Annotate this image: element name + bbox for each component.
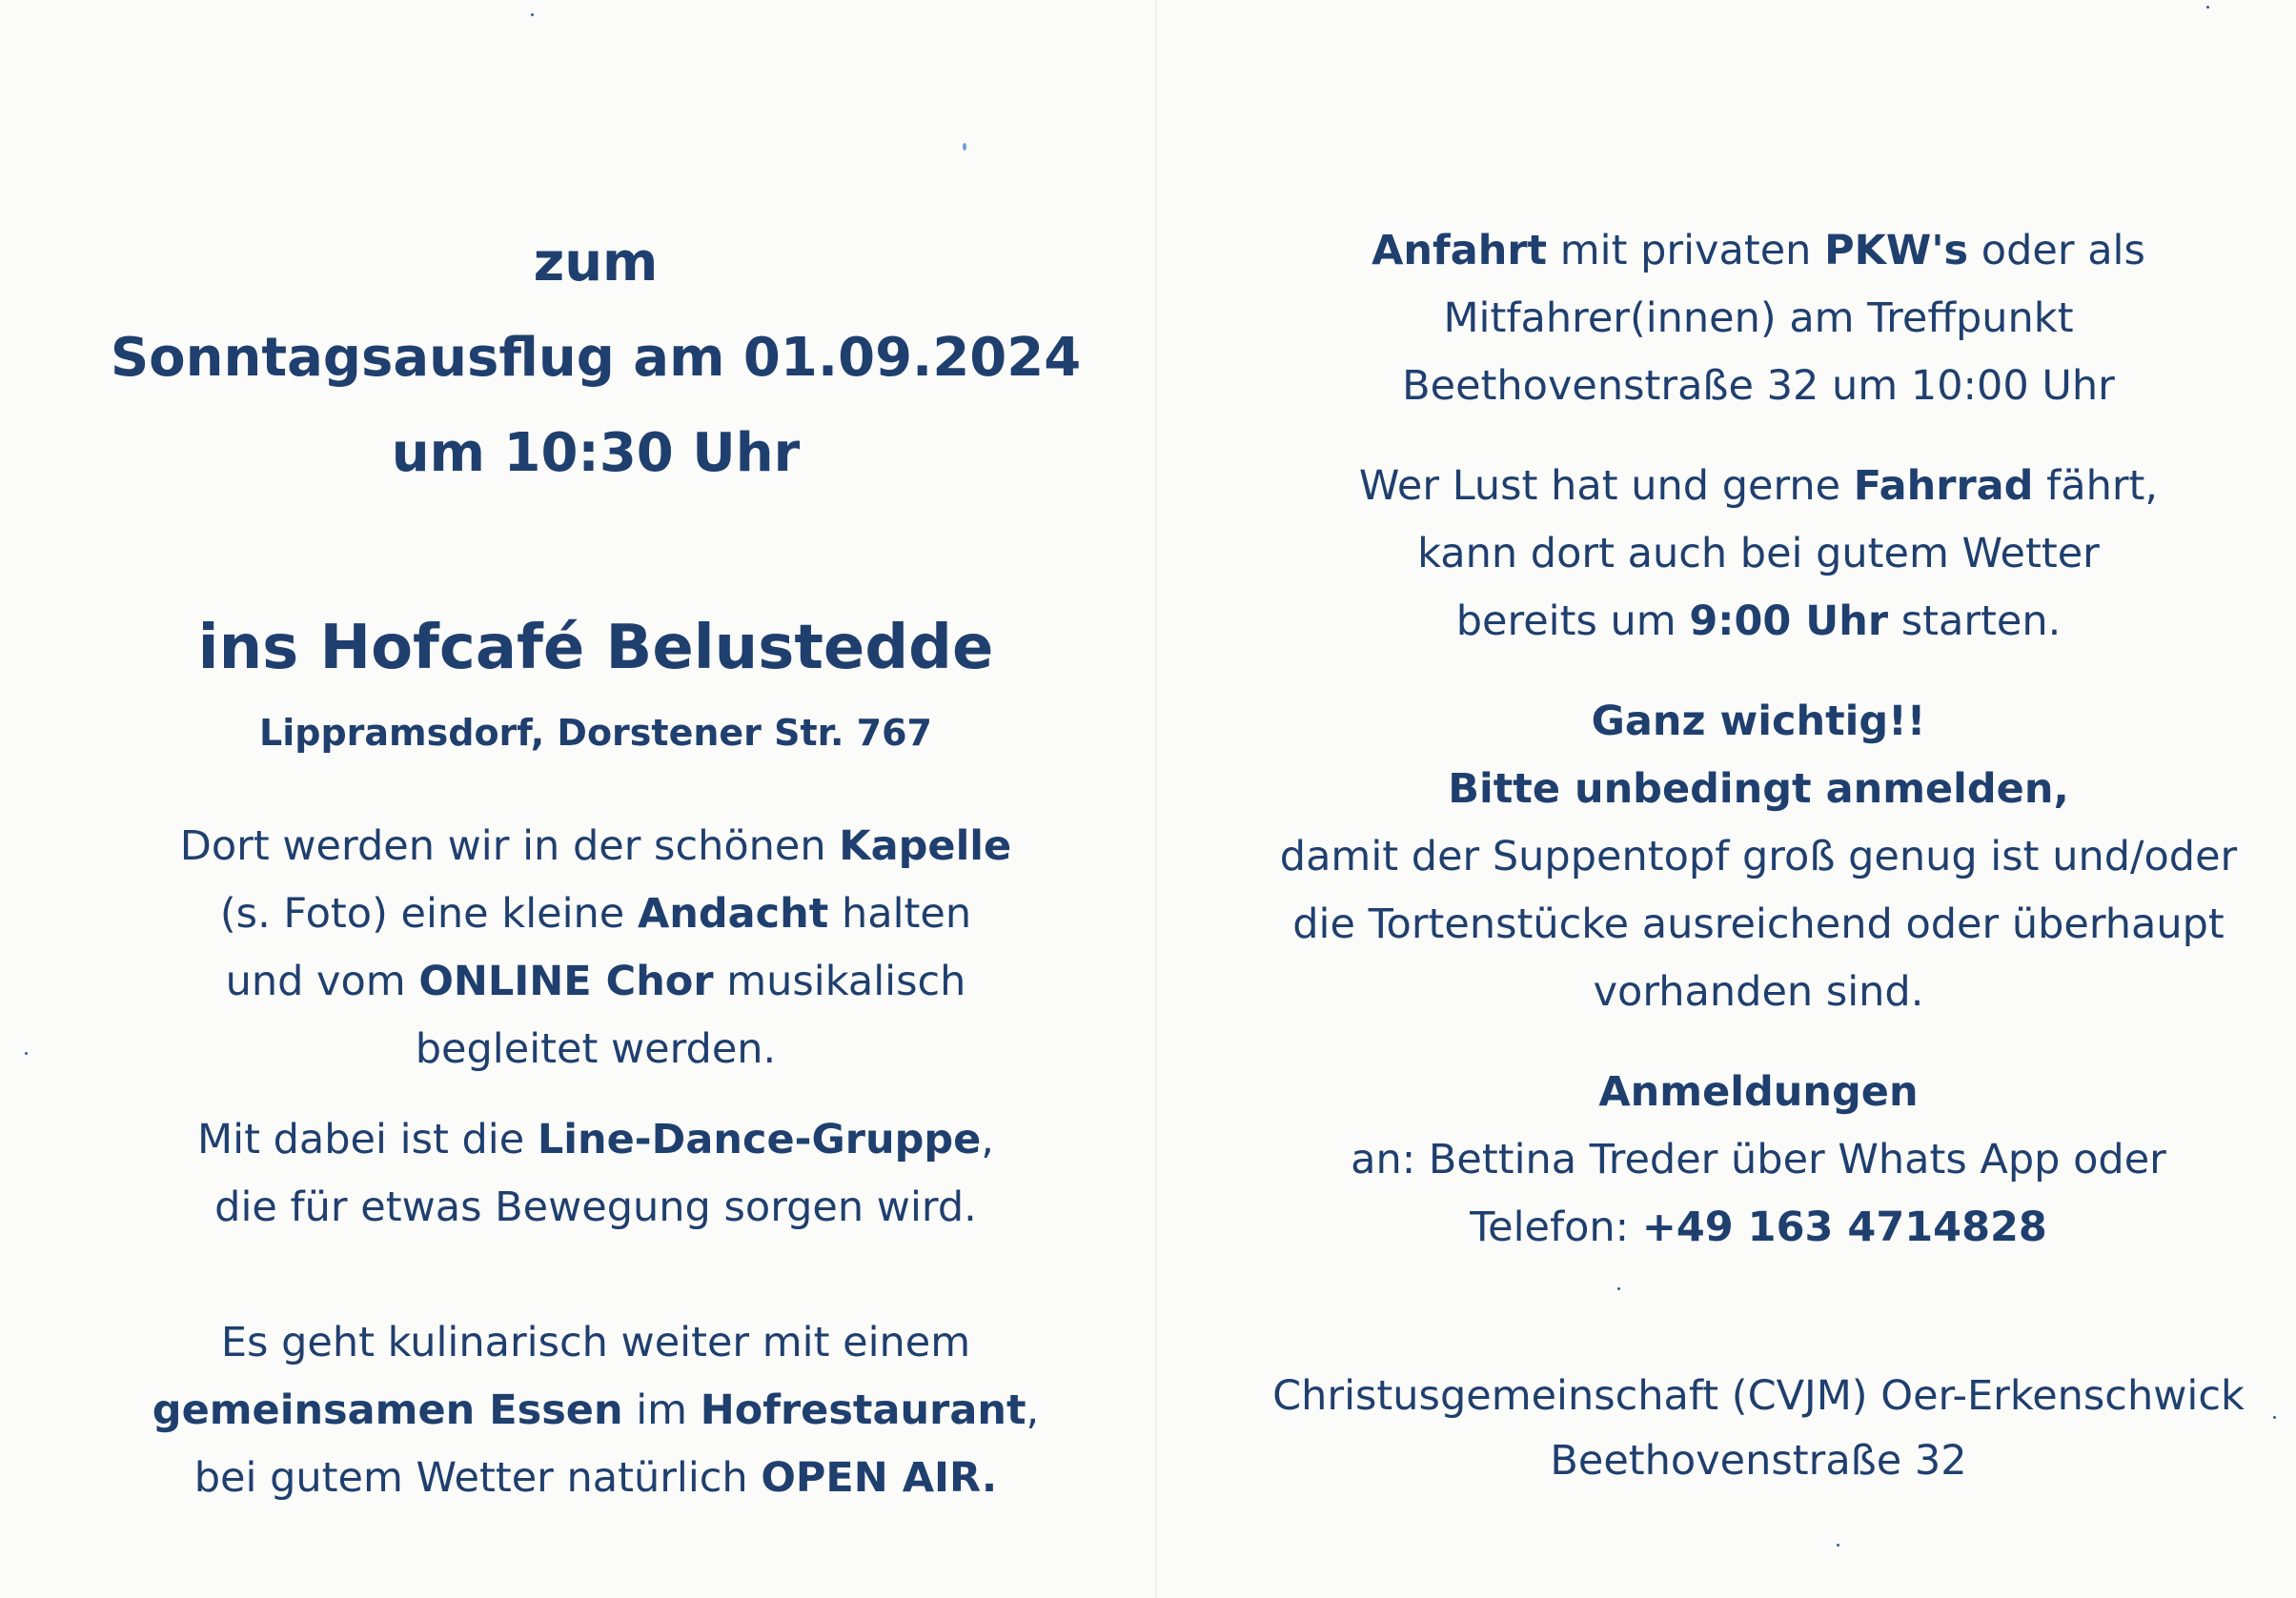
program-line-3: und vom ONLINE Chor musikalisch	[225, 958, 966, 1005]
event-title: Sonntagsausflug am 01.09.2024	[110, 327, 1082, 389]
scan-speck	[2273, 1416, 2276, 1419]
program-line-2: (s. Foto) eine kleine Andacht halten	[219, 890, 972, 938]
event-time: um 10:30 Uhr	[391, 422, 801, 484]
page-fold	[1155, 0, 1157, 1598]
reason-line-3: vorhanden sind.	[1593, 968, 1924, 1016]
registration-contact: an: Bettina Treder über Whats App oder	[1351, 1136, 2166, 1183]
venue-address: Lippramsdorf, Dorstener Str. 767	[259, 712, 932, 754]
food-line-3: bei gutem Wetter natürlich OPEN AIR.	[193, 1454, 998, 1502]
registration-heading: Anmeldungen	[1598, 1068, 1919, 1116]
bike-line-3: bereits um 9:00 Uhr starten.	[1455, 597, 2062, 645]
travel-line-3: Beethovenstraße 32 um 10:00 Uhr	[1402, 362, 2115, 410]
venue-name: ins Hofcafé Belustedde	[197, 613, 994, 683]
reason-line-1: damit der Suppentopf groß genug ist und/oder	[1279, 833, 2238, 880]
food-line-1: Es geht kulinarisch weiter mit einem	[220, 1319, 971, 1366]
scan-speck	[1837, 1544, 1839, 1547]
important-heading: Ganz wichtig!!	[1591, 698, 1926, 745]
intro-word: zum	[533, 232, 659, 293]
travel-line-2: Mitfahrer(innen) am Treffpunkt	[1443, 294, 2074, 342]
register-call: Bitte unbedingt anmelden,	[1448, 765, 2069, 813]
food-line-2: gemeinsamen Essen im Hofrestaurant,	[152, 1386, 1040, 1434]
scan-speck	[963, 143, 966, 151]
program-line-1: Dort werden wir in der schönen Kapelle	[179, 822, 1012, 870]
registration-phone: Telefon: +49 163 4714828	[1470, 1204, 2047, 1251]
dance-line-1: Mit dabei ist die Line-Dance-Gruppe,	[197, 1116, 994, 1163]
travel-line-1: Anfahrt mit privaten PKW's oder als	[1372, 227, 2145, 274]
organizer-name: Christusgemeinschaft (CVJM) Oer-Erkenschwick	[1272, 1372, 2245, 1420]
scan-speck	[1617, 1287, 1620, 1290]
dance-line-2: die für etwas Bewegung sorgen wird.	[214, 1183, 977, 1231]
program-line-4: begleitet werden.	[415, 1025, 777, 1073]
scan-speck	[2206, 6, 2209, 9]
scan-speck	[25, 1052, 28, 1055]
reason-line-2: die Tortenstücke ausreichend oder überhaupt	[1292, 900, 2225, 948]
bike-line-2: kann dort auch bei gutem Wetter	[1417, 530, 2100, 577]
organizer-address: Beethovenstraße 32	[1550, 1437, 1967, 1485]
scan-speck	[531, 13, 534, 16]
bike-line-1: Wer Lust hat und gerne Fahrrad fährt,	[1358, 462, 2159, 510]
